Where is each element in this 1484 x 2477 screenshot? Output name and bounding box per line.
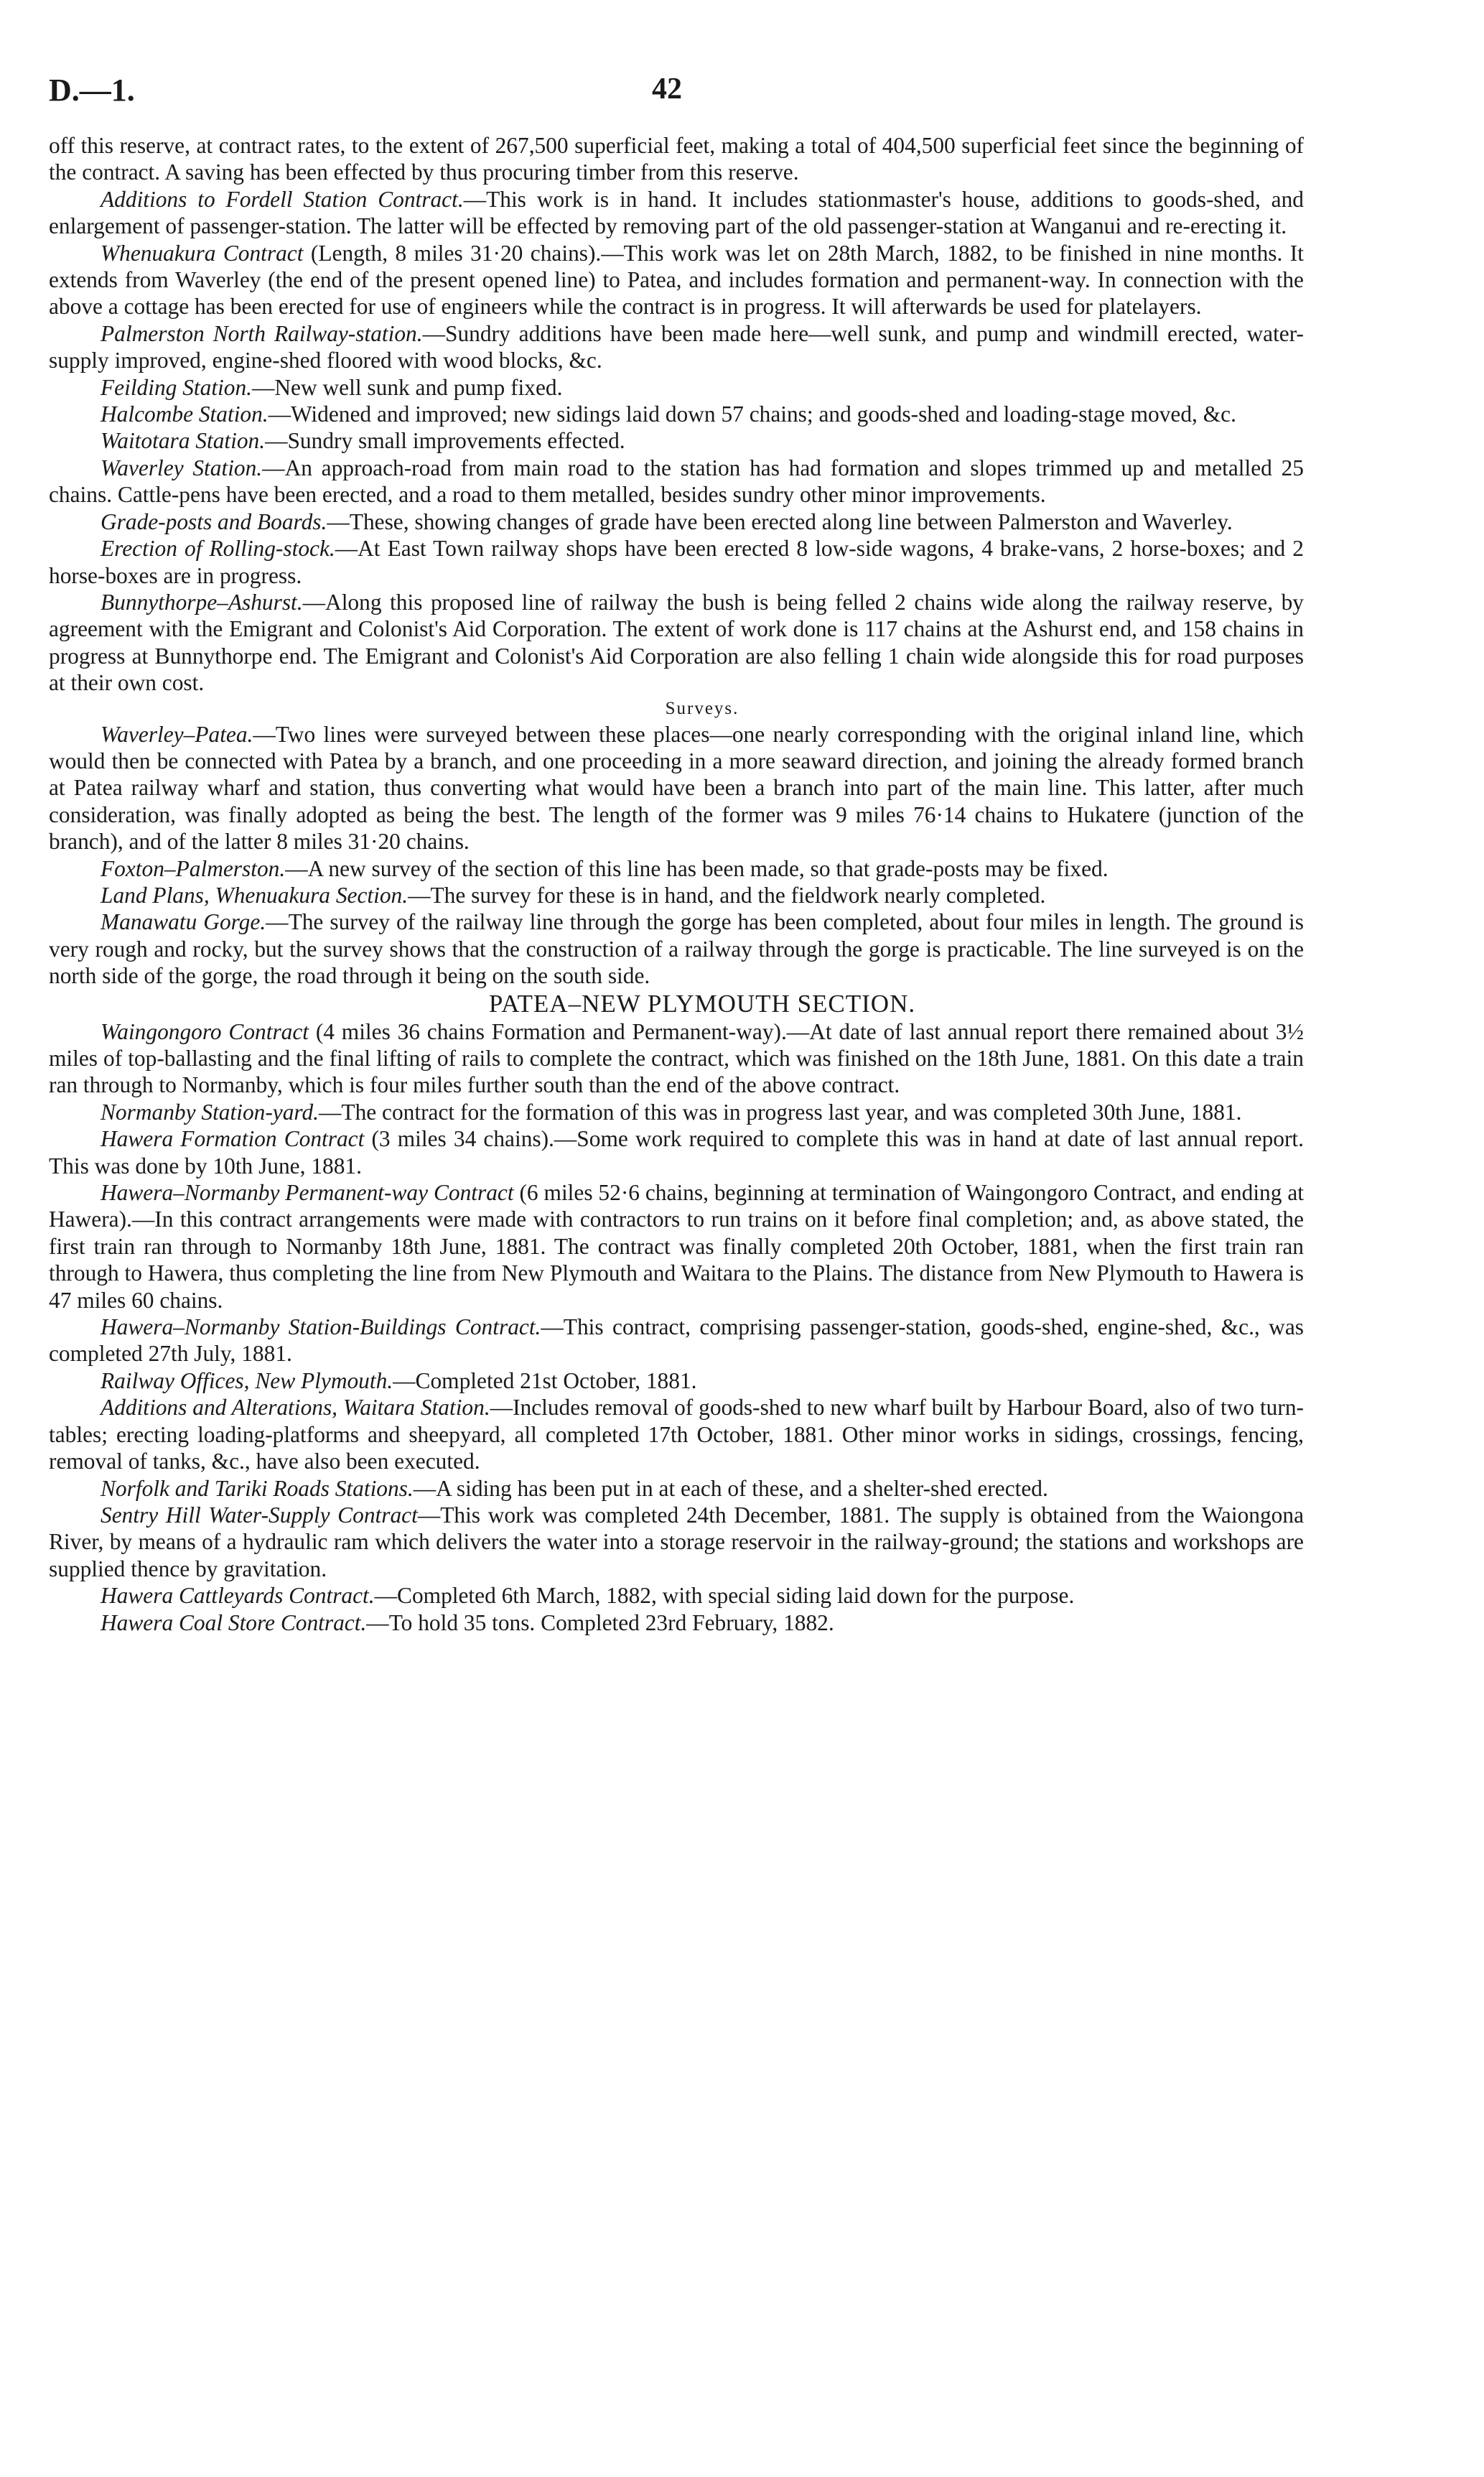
paragraph-title: Railway Offices, New Plymouth.	[101, 1367, 393, 1393]
paragraph-text: —The contract for the formation of this was in progress last year, and was completed 30th June, 1881.	[319, 1099, 1242, 1125]
paragraph-text: —A new survey of the section of this line has been made, so that grade-posts may be fixed.	[285, 855, 1109, 881]
paragraph	[49, 882, 1304, 908]
page-header	[49, 72, 1305, 115]
surveys-heading: Surveys.	[665, 698, 739, 718]
paragraph	[49, 1502, 1304, 1582]
paragraph-text: —The survey of the railway line through the gorge has been completed, about four miles in length. The ground is very rough and rocky, but the survey shows that the construction of a railway through the gorge is practicable. The line surveyed is on the north side of the gorge, the road through it being on the south side.	[49, 909, 1304, 989]
paragraph-title: Waverley Station.	[101, 455, 263, 480]
page-number: 42	[652, 73, 682, 106]
paragraph-text: —Completed 6th March, 1882, with special siding laid down for the purpose.	[374, 1583, 1075, 1609]
paragraph-text: —Completed 21st October, 1881.	[393, 1367, 697, 1393]
paragraph	[49, 1018, 1304, 1099]
paragraph	[49, 1582, 1304, 1609]
document-body	[49, 132, 1304, 1636]
paragraph-text: —The survey for these is in hand, and the fieldwork nearly completed.	[408, 882, 1046, 908]
paragraph-title: Feilding Station.	[101, 374, 252, 400]
paragraph-text: (Length, 8 miles 31·20 chains).—This work was let on 28th March, 1882, to be finished in nine months. It extends from Waverley (the end of the present opened line) to Patea, and includes formation and permanent-way. In connection with the above a cottage has been erected for use of engineers while the contract is in progress. It will afterwards be used for platelayers.	[49, 240, 1304, 320]
paragraph-title: Normanby Station-yard.	[101, 1099, 319, 1125]
patea-paragraphs	[49, 1018, 1304, 1636]
paragraph	[49, 721, 1304, 855]
paragraph-title: Whenuakura Contract	[101, 240, 304, 266]
paragraph	[49, 1179, 1304, 1314]
paragraph-title: Waitotara Station.	[101, 428, 266, 454]
paragraph-text: —Widened and improved; new sidings laid down 57 chains; and goods-shed and loading-stage moved, &c.	[268, 401, 1236, 427]
paragraph-title: Land Plans, Whenuakura Section.	[101, 882, 409, 908]
paragraph-title: Hawera–Normanby Permanent-way Contract	[101, 1180, 514, 1206]
paragraph	[49, 320, 1304, 374]
paragraph	[49, 1475, 1304, 1502]
paragraph-title: Hawera Formation Contract	[101, 1126, 365, 1152]
paragraph	[49, 535, 1304, 589]
paragraph	[49, 508, 1304, 535]
paragraph-text: (3 miles 34 chains).—Some work required to complete this was in hand at date of last annual report. This was done by 10th June, 1881.	[49, 1126, 1304, 1179]
paragraph-title: Hawera Cattleyards Contract.	[101, 1583, 375, 1609]
paragraph-text: —This contract, comprising passenger-station, goods-shed, engine-shed, &c., was completed 27th July, 1881.	[49, 1314, 1304, 1367]
paragraph-title: Halcombe Station.	[101, 401, 269, 427]
document-code: D.—1.	[49, 73, 135, 108]
paragraph-title: Grade-posts and Boards.	[101, 508, 327, 534]
paragraph	[49, 589, 1304, 697]
section-title: PATEA–NEW PLYMOUTH SECTION.	[488, 989, 916, 1018]
paragraph-text: —These, showing changes of grade have been erected along line between Palmerston and Waverley.	[327, 508, 1233, 534]
paragraph-text: —Sundry additions have been made here—well sunk, and pump and windmill erected, water-supply improved, engine-shed floored with wood blocks, &c.	[49, 320, 1304, 373]
paragraph	[49, 455, 1304, 508]
paragraph-text: —An approach-road from main road to the station has had formation and slopes trimmed up and metalled 25 chains. Cattle-pens have been erected, and a road to them metalled, besides sundry other minor improvements.	[49, 455, 1304, 508]
paragraph-text: —Along this proposed line of railway the bush is being felled 2 chains wide along the railway reserve, by agreement with the Emigrant and Colonist's Aid Corporation. The extent of work done is 117 chains at the Ashurst end, and 158 chains in progress at Bunnythorpe end. The Emigrant and Colonist's Aid Corporation are also felling 1 chain wide alongside this for road purposes at their own cost.	[49, 589, 1304, 696]
paragraph-text: —A siding has been put in at each of these, and a shelter-shed erected.	[413, 1475, 1048, 1501]
paragraph-text: —Two lines were surveyed between these places—one nearly corresponding with the original inland line, which would then be connected with Patea by a branch, and one proceeding in a more seaward direction, and joining the already formed branch at Patea railway wharf and station, thus converting what would have been a branch into part of the main line. This latter, after much consideration, was finally adopted as being the best. The length of the former was 9 miles 76·14 chains to Hukatere (junction of the branch), and of the latter 8 miles 31·20 chains.	[49, 721, 1304, 855]
paragraph	[49, 1125, 1304, 1179]
paragraph-title: Manawatu Gorge.	[101, 909, 266, 935]
paragraph-title: Waverley–Patea.	[101, 721, 253, 747]
paragraph	[49, 401, 1304, 427]
paragraph-text: —Sundry small improvements effected.	[265, 428, 625, 454]
paragraph-title: Palmerston North Railway-station.	[101, 320, 423, 346]
paragraph-title: Additions to Fordell Station Contract.	[101, 186, 464, 212]
surveys-paragraphs	[49, 721, 1304, 990]
paragraph	[49, 1367, 1304, 1394]
paragraph-text: off this reserve, at contract rates, to the extent of 267,500 superficial feet, making a total of 404,500 superficial feet since the beginning of the contract. A saving has been effected by thus procuring timber from this reserve.	[49, 133, 1304, 185]
paragraph	[49, 1394, 1304, 1474]
paragraph-text: —Includes removal of goods-shed to new wharf built by Harbour Board, also of two turn-tables; erecting loading-platforms and sheepyard, all completed 17th October, 1881. Other minor works in sidings, crossings, fencing, removal of tanks, &c., have also been executed.	[49, 1395, 1304, 1474]
paragraph	[49, 1314, 1304, 1367]
paragraph-text: (6 miles 52·6 chains, beginning at termination of Waingongoro Contract, and ending at Hawera).—In this contract arrangements were made with contractors to run trains on it before final completion; and, as above stated, the first train ran through to Normanby 18th June, 1881. The contract was finally completed 20th October, 1881, when the first train ran through to Hawera, thus completing the line from New Plymouth and Waitara to the Plains. The distance from New Plymouth to Hawera is 47 miles 60 chains.	[49, 1180, 1304, 1313]
paragraph-text: —This work was completed 24th December, 1881. The supply is obtained from the Waiongona River, by means of a hydraulic ram which delivers the water into a storage reservoir in the railway-ground; the stations and workshops are supplied thence by gravitation.	[49, 1502, 1304, 1581]
paragraph-title: Waingongoro Contract	[101, 1018, 309, 1044]
paragraph-title: Sentry Hill Water-Supply Contract	[101, 1502, 418, 1528]
paragraph-title: Foxton–Palmerston.	[101, 855, 286, 881]
paragraph-text: —New well sunk and pump fixed.	[252, 374, 563, 400]
paragraph	[49, 1609, 1304, 1636]
paragraph	[49, 427, 1304, 454]
paragraph-title: Additions and Alterations, Waitara Station.	[101, 1395, 490, 1421]
paragraph-title: Hawera Coal Store Contract.	[101, 1609, 367, 1635]
paragraph	[49, 374, 1304, 401]
paragraph	[49, 186, 1304, 240]
paragraph-text: —At East Town railway shops have been erected 8 low-side wagons, 4 brake-vans, 2 horse-boxes; and 2 horse-boxes are in progress.	[49, 536, 1304, 588]
works-paragraphs	[49, 132, 1304, 697]
paragraph-title: Erection of Rolling-stock.	[101, 536, 335, 562]
paragraph-title: Norfolk and Tariki Roads Stations.	[101, 1475, 414, 1501]
paragraph	[49, 1099, 1304, 1125]
paragraph-text: —This work is in hand. It includes stationmaster's house, additions to goods-shed, and enlargement of passenger-station. The latter will be effected by removing part of the old passenger-station at Wanganui and re-erecting it.	[49, 186, 1304, 239]
paragraph-text: (4 miles 36 chains Formation and Permanent-way).—At date of last annual report there remained about 3½ miles of top-ballasting and the final lifting of rails to complete the contract, which was finished on the 18th June, 1881. On this date a train ran through to Normanby, which is four miles further south than the end of the above contract.	[49, 1018, 1304, 1098]
paragraph-text: —To hold 35 tons. Completed 23rd February, 1882.	[366, 1609, 834, 1635]
paragraph	[49, 240, 1304, 320]
paragraph-title: Bunnythorpe–Ashurst.	[101, 589, 303, 615]
paragraph	[49, 855, 1304, 882]
paragraph	[49, 908, 1304, 989]
paragraph	[49, 132, 1304, 186]
paragraph-title: Hawera–Normanby Station-Buildings Contract.	[101, 1314, 541, 1340]
